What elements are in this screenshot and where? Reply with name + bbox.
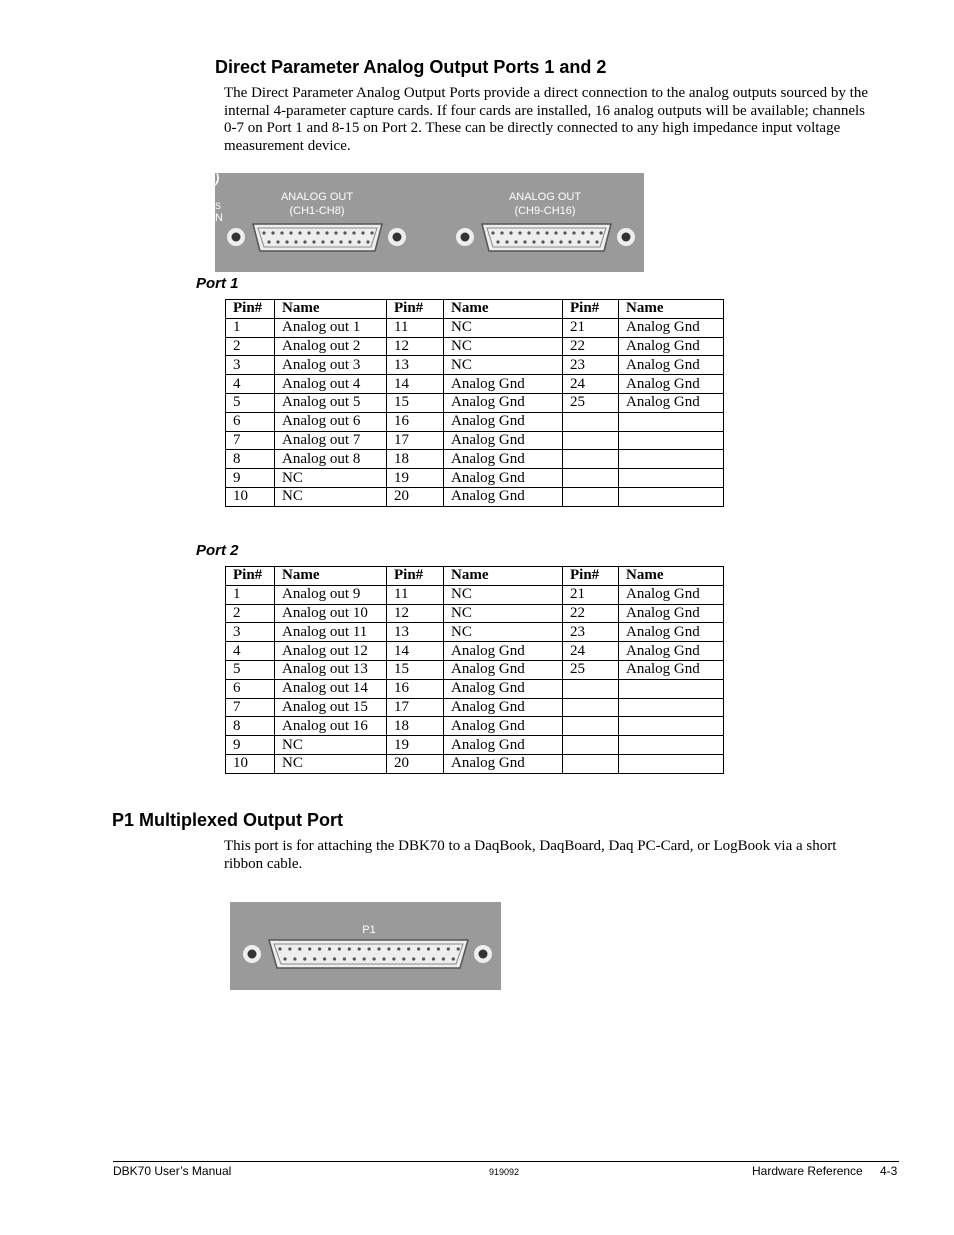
table-cell: 12	[387, 604, 444, 623]
db37-connector	[243, 940, 492, 968]
table-row	[226, 337, 724, 356]
table-cell	[563, 698, 619, 717]
column-header: Pin#	[387, 567, 444, 586]
column-header: Name	[275, 567, 387, 586]
table-cell	[619, 431, 724, 450]
table-cell	[563, 469, 619, 488]
table-cell: NC	[275, 487, 387, 506]
table-cell: 14	[387, 375, 444, 394]
paragraph-line: The Direct Parameter Analog Output Ports provide a direct connection to the analog outputs sourced by the	[224, 85, 868, 101]
table-cell: 2	[226, 337, 275, 356]
table-cell	[619, 469, 724, 488]
table-cell: 11	[387, 318, 444, 337]
table-cell	[619, 754, 724, 773]
p1-connector-figure	[230, 902, 501, 990]
table-cell: Analog out 15	[275, 698, 387, 717]
table-row	[226, 660, 724, 679]
edge-fragment-text: S	[215, 201, 222, 211]
table-cell: 3	[226, 623, 275, 642]
table-cell: 24	[563, 642, 619, 661]
table-cell: 19	[387, 736, 444, 755]
table-cell: Analog Gnd	[619, 660, 724, 679]
table-row	[226, 604, 724, 623]
table-cell	[619, 679, 724, 698]
footer-section-name: Hardware Reference	[752, 1164, 863, 1178]
table-cell	[563, 431, 619, 450]
table-cell: Analog Gnd	[619, 585, 724, 604]
table-row	[226, 318, 724, 337]
table-cell: Analog out 5	[275, 393, 387, 412]
table-cell: 17	[387, 431, 444, 450]
table-cell: Analog out 2	[275, 337, 387, 356]
table-cell: 1	[226, 318, 275, 337]
table-row	[226, 698, 724, 717]
table-cell	[563, 736, 619, 755]
connector-label-left-line1: ANALOG OUT	[280, 191, 354, 203]
column-header: Pin#	[226, 567, 275, 586]
column-header: Name	[619, 567, 724, 586]
table-cell: Analog out 8	[275, 450, 387, 469]
column-header: Pin#	[387, 300, 444, 319]
port2-pin-table	[225, 566, 724, 774]
column-header: Name	[444, 567, 563, 586]
table-cell: 5	[226, 660, 275, 679]
table-row	[226, 736, 724, 755]
table-cell: 1	[226, 585, 275, 604]
table-cell: Analog out 4	[275, 375, 387, 394]
connector-label-p1: P1	[362, 924, 376, 936]
table-cell: 12	[387, 337, 444, 356]
table-cell: 19	[387, 469, 444, 488]
table-cell: 25	[563, 660, 619, 679]
table-cell: Analog Gnd	[619, 623, 724, 642]
table-row	[226, 679, 724, 698]
edge-fragment-text: )	[215, 173, 220, 186]
table-cell: Analog out 9	[275, 585, 387, 604]
table-cell: 17	[387, 698, 444, 717]
table-cell: 14	[387, 642, 444, 661]
table-cell: Analog out 14	[275, 679, 387, 698]
table-cell: Analog out 3	[275, 356, 387, 375]
table-cell	[619, 717, 724, 736]
table-cell: 21	[563, 585, 619, 604]
port1-caption: Port 1	[196, 275, 239, 292]
table-cell: NC	[444, 337, 563, 356]
table-cell: Analog Gnd	[444, 736, 563, 755]
table-cell: Analog Gnd	[444, 469, 563, 488]
table-cell: 11	[387, 585, 444, 604]
section-paragraph-analog-output	[224, 85, 904, 155]
table-cell: NC	[444, 623, 563, 642]
column-header: Name	[275, 300, 387, 319]
table-cell: Analog out 1	[275, 318, 387, 337]
table-cell	[563, 679, 619, 698]
footer-manual-title: DBK70 User’s Manual	[113, 1164, 232, 1178]
table-row	[226, 754, 724, 773]
table-cell: Analog Gnd	[619, 375, 724, 394]
table-cell	[619, 698, 724, 717]
table-cell: NC	[444, 585, 563, 604]
table-cell: NC	[275, 736, 387, 755]
table-row	[226, 642, 724, 661]
table-cell: 13	[387, 623, 444, 642]
table-cell: Analog Gnd	[444, 450, 563, 469]
paragraph-line: 0-7 on Port 1 and 8-15 on Port 2. These can be directly connected to any high impedance input voltage	[224, 120, 841, 136]
table-cell: Analog Gnd	[444, 431, 563, 450]
table-cell	[563, 412, 619, 431]
table-cell: 4	[226, 375, 275, 394]
column-header: Pin#	[563, 300, 619, 319]
table-cell	[619, 487, 724, 506]
table-cell: Analog Gnd	[444, 375, 563, 394]
table-cell	[563, 717, 619, 736]
table-cell: NC	[444, 318, 563, 337]
table-cell: Analog Gnd	[444, 412, 563, 431]
table-cell	[619, 736, 724, 755]
table-cell: 4	[226, 642, 275, 661]
table-cell: Analog out 11	[275, 623, 387, 642]
table-cell: Analog Gnd	[444, 717, 563, 736]
table-cell: Analog Gnd	[444, 642, 563, 661]
table-header-row	[226, 300, 724, 319]
table-cell: Analog Gnd	[619, 337, 724, 356]
table-cell: 5	[226, 393, 275, 412]
table-cell: Analog out 13	[275, 660, 387, 679]
table-cell: 3	[226, 356, 275, 375]
paragraph-line: measurement device.	[224, 137, 351, 154]
table-row	[226, 450, 724, 469]
paragraph-line: ribbon cable.	[224, 855, 303, 872]
connector-label-right-line1: ANALOG OUT	[508, 191, 582, 203]
table-row	[226, 469, 724, 488]
table-cell: 16	[387, 412, 444, 431]
table-cell: 23	[563, 623, 619, 642]
table-cell: 21	[563, 318, 619, 337]
table-cell	[619, 450, 724, 469]
table-row	[226, 356, 724, 375]
table-cell: Analog Gnd	[444, 754, 563, 773]
table-cell: Analog out 7	[275, 431, 387, 450]
table-cell: Analog Gnd	[619, 356, 724, 375]
paragraph-line: This port is for attaching the DBK70 to a DaqBook, DaqBoard, Daq PC-Card, or LogBook via a short	[224, 838, 837, 854]
footer-rule	[113, 1161, 899, 1162]
table-cell: Analog out 12	[275, 642, 387, 661]
table-cell: Analog out 10	[275, 604, 387, 623]
table-cell: NC	[444, 356, 563, 375]
table-cell: 7	[226, 431, 275, 450]
table-cell: NC	[275, 469, 387, 488]
column-header: Name	[619, 300, 724, 319]
table-cell: Analog Gnd	[444, 660, 563, 679]
table-cell: Analog out 6	[275, 412, 387, 431]
table-cell: Analog Gnd	[619, 642, 724, 661]
table-cell: 23	[563, 356, 619, 375]
section-heading-analog-output-ports: Direct Parameter Analog Output Ports 1 and 2	[215, 57, 607, 77]
table-cell: Analog out 16	[275, 717, 387, 736]
table-cell: 9	[226, 736, 275, 755]
analog-output-panel-figure	[215, 173, 644, 272]
table-cell: Analog Gnd	[444, 679, 563, 698]
table-cell: 15	[387, 660, 444, 679]
table-cell: 6	[226, 412, 275, 431]
table-cell	[563, 450, 619, 469]
table-cell: 7	[226, 698, 275, 717]
section-paragraph-p1-port	[224, 838, 904, 873]
table-cell: 25	[563, 393, 619, 412]
edge-fragment-text: N	[215, 212, 223, 224]
footer-document-number: 919092	[489, 1167, 520, 1177]
column-header: Pin#	[226, 300, 275, 319]
table-cell: 24	[563, 375, 619, 394]
table-cell: 2	[226, 604, 275, 623]
table-row	[226, 717, 724, 736]
connector-label-left-line2: (CH1-CH8)	[289, 205, 345, 217]
table-row	[226, 585, 724, 604]
footer-page-number: 4-3	[880, 1164, 898, 1178]
table-cell: Analog Gnd	[619, 393, 724, 412]
table-cell: Analog Gnd	[619, 318, 724, 337]
table-cell: Analog Gnd	[444, 393, 563, 412]
table-cell: 8	[226, 717, 275, 736]
table-cell: Analog Gnd	[619, 604, 724, 623]
table-cell: 22	[563, 337, 619, 356]
table-cell: 18	[387, 717, 444, 736]
table-cell: 22	[563, 604, 619, 623]
table-cell: 20	[387, 754, 444, 773]
column-header: Name	[444, 300, 563, 319]
table-cell: NC	[275, 754, 387, 773]
table-cell	[563, 487, 619, 506]
table-cell: 18	[387, 450, 444, 469]
table-cell: 10	[226, 754, 275, 773]
table-row	[226, 375, 724, 394]
table-row	[226, 623, 724, 642]
section-heading-p1-port: P1 Multiplexed Output Port	[112, 810, 344, 830]
table-cell: 13	[387, 356, 444, 375]
table-cell: 15	[387, 393, 444, 412]
port2-caption: Port 2	[196, 542, 239, 559]
table-cell: NC	[444, 604, 563, 623]
column-header: Pin#	[563, 567, 619, 586]
table-row	[226, 431, 724, 450]
table-row	[226, 393, 724, 412]
table-cell: Analog Gnd	[444, 698, 563, 717]
table-cell: 6	[226, 679, 275, 698]
port1-pin-table	[225, 299, 724, 507]
table-cell: 16	[387, 679, 444, 698]
table-cell: 8	[226, 450, 275, 469]
table-header-row	[226, 567, 724, 586]
table-row	[226, 487, 724, 506]
table-row	[226, 412, 724, 431]
table-cell	[563, 754, 619, 773]
table-cell: Analog Gnd	[444, 487, 563, 506]
connector-label-right-line2: (CH9-CH16)	[514, 205, 576, 217]
paragraph-line: internal 4-parameter capture cards. If four cards are installed, 16 analog outputs will be available; channels	[224, 102, 865, 119]
table-cell: 10	[226, 487, 275, 506]
table-cell: 9	[226, 469, 275, 488]
table-cell: 20	[387, 487, 444, 506]
table-cell	[619, 412, 724, 431]
